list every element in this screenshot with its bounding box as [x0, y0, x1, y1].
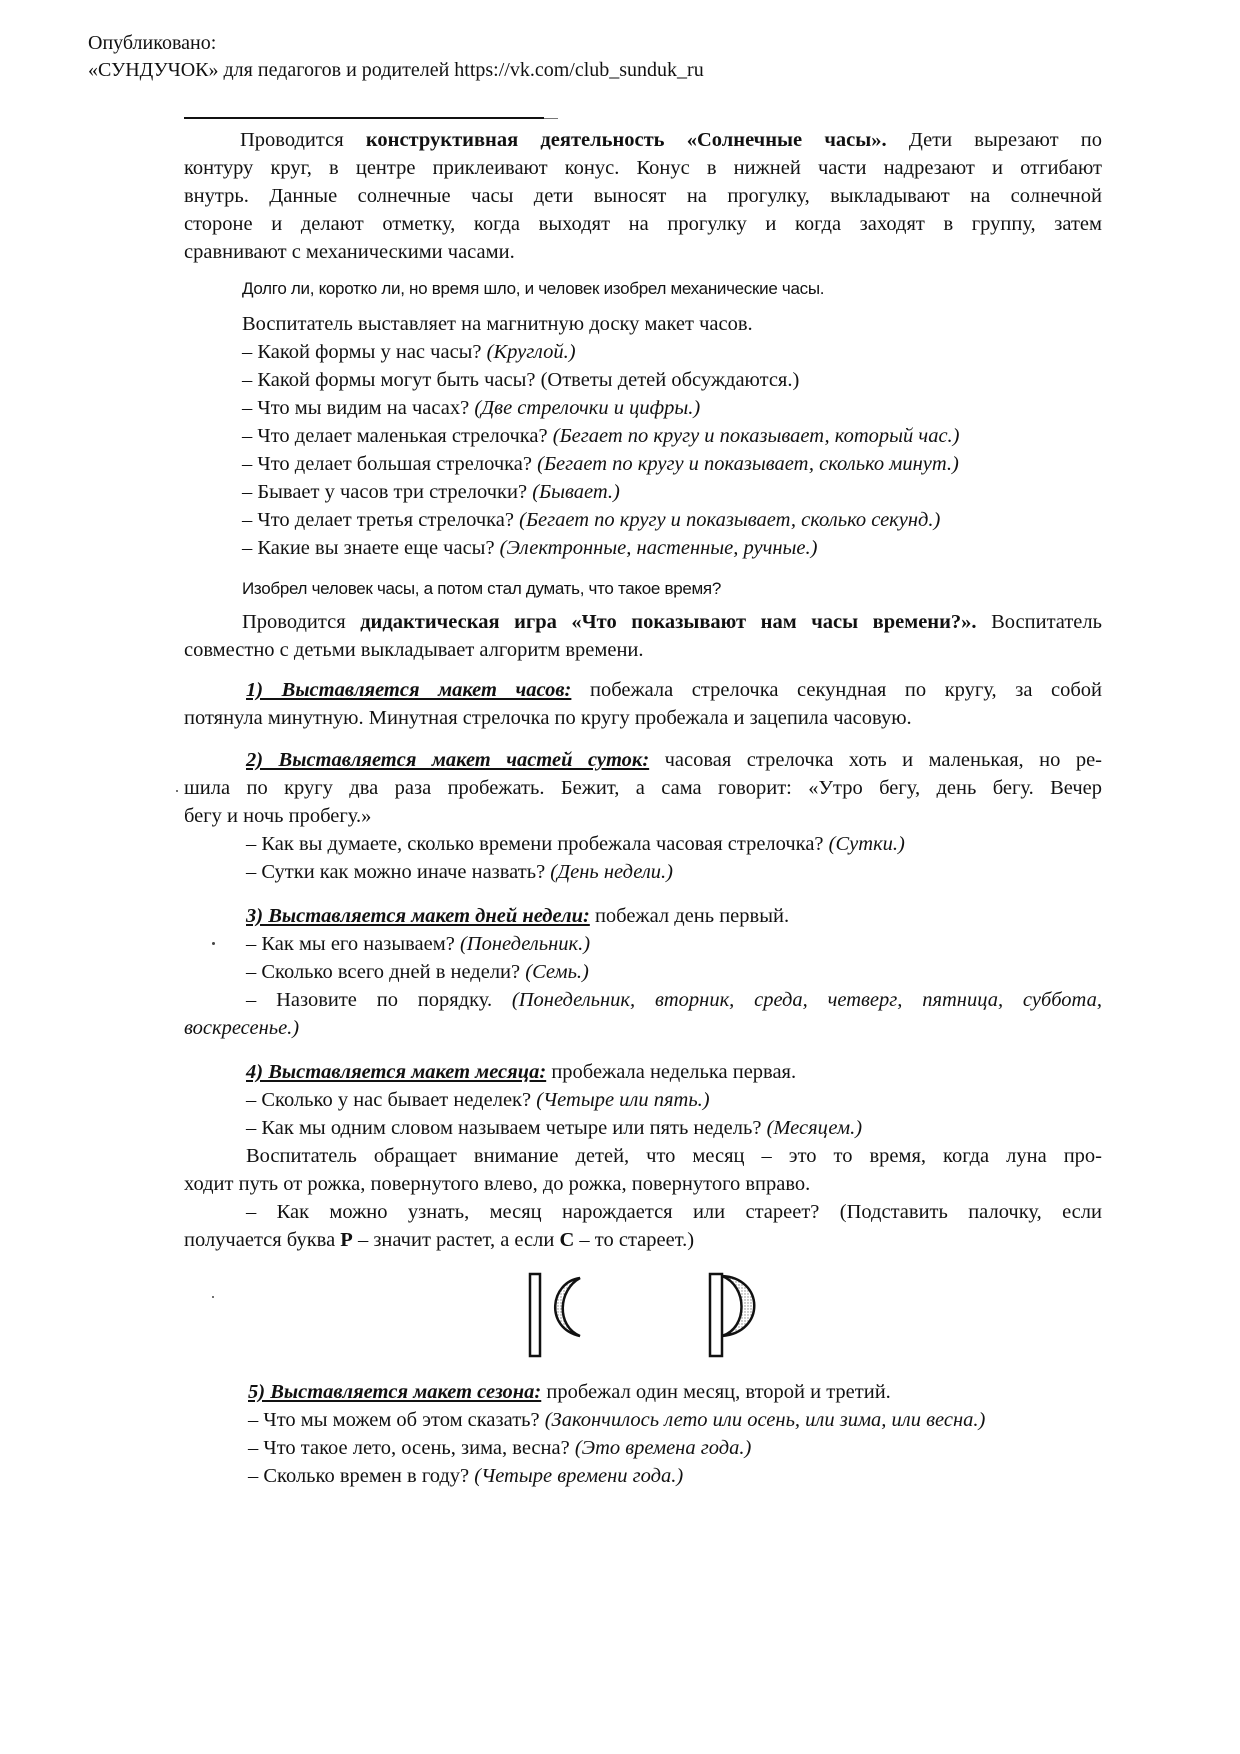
step5-title: 5) Выставляется макет сезона:: [248, 1381, 542, 1403]
para1-line3: внутрь. Данные солнечные часы дети выносят на прогулку, выкладывают на солнечной: [184, 185, 1102, 207]
qa-item: – Как вы думаете, сколько времени пробежала часовая стрелочка? (Сутки.): [246, 833, 905, 855]
narration-2: Изобрел человек часы, а потом стал думать, что такое время?: [242, 579, 721, 598]
qa-item: – Что такое лето, осень, зима, весна? (Это времена года.): [248, 1437, 752, 1459]
step1-line1: 1) Выставляется макет часов: побежала стрелочка секундная по кругу, за собой: [246, 679, 1103, 701]
step4-para-line1: Воспитатель обращает внимание детей, что месяц – это то время, когда луна про-: [246, 1145, 1102, 1167]
published-label: Опубликовано:: [88, 32, 217, 54]
para1-line5: сравнивают с механическими часами.: [184, 241, 515, 263]
moon-aging-C-icon: [524, 1272, 584, 1360]
qa-item: – Как мы его называем? (Понедельник.): [246, 933, 591, 955]
qa-item: – Что делает третья стрелочка? (Бегает по кругу и показывает, сколько секунд.): [242, 509, 941, 531]
qa-item: – Бывает у часов три стрелочки? (Бывает.): [242, 481, 620, 503]
source-line: «СУНДУЧОК» для педагогов и родителей https://vk.com/club_sunduk_ru: [88, 59, 704, 81]
step4-para-line4: получается буква Р – значит растет, а если С – то стареет.): [184, 1229, 695, 1251]
activity-name: конструктивная деятельность «Солнечные часы».: [365, 129, 887, 151]
narration-1: Долго ли, коротко ли, но время шло, и человек изобрел механические часы.: [242, 279, 825, 298]
step2-line2: шила по кругу два раза пробежать. Бежит, а сама говорит: «Утро бегу, день бегу. Вечер: [184, 777, 1102, 799]
qa-item: – Какой формы могут быть часы? (Ответы детей обсуждаются.): [242, 369, 800, 391]
qa-item: – Сколько всего дней в недели? (Семь.): [246, 961, 589, 983]
scan-speck: [212, 1296, 214, 1298]
qa-item: – Что делает большая стрелочка? (Бегает по кругу и показывает, сколько минут.): [242, 453, 959, 475]
separator-rule: [184, 117, 544, 119]
moon-growing-P-icon: [708, 1272, 768, 1360]
para1-line4: стороне и делают отметку, когда выходят на прогулку и когда заходят в группу, затем: [184, 213, 1102, 235]
scan-speck: [176, 790, 178, 792]
step2-title: 2) Выставляется макет частей суток:: [246, 749, 650, 771]
qa-item: – Сколько времен в году? (Четыре времени года.): [248, 1465, 684, 1487]
step3-line1: 3) Выставляется макет дней недели: побежал день первый.: [246, 905, 790, 927]
qa-item: – Что мы видим на часах? (Две стрелочки и цифры.): [242, 397, 701, 419]
qa-item: – Что делает маленькая стрелочка? (Бегает по кругу и показывает, который час.): [242, 425, 960, 447]
step1-line2: потянула минутную. Минутная стрелочка по кругу пробежала и зацепила часовую.: [184, 707, 912, 729]
qa-item: – Сколько у нас бывает неделек? (Четыре или пять.): [246, 1089, 710, 1111]
scan-speck: [212, 942, 215, 945]
qa-item: – Какие вы знаете еще часы? (Электронные, настенные, ручные.): [242, 537, 818, 559]
step4-para-line3: – Как можно узнать, месяц нарождается или стареет? (Подставить палочку, если: [246, 1201, 1102, 1223]
publication-header: [88, 30, 704, 84]
para1-line1: Проводится конструктивная деятельность «Солнечные часы». Дети вырезают по: [240, 129, 1102, 151]
para1-line2: контуру круг, в центре приклеивают конус. Конус в нижней части надрезают и отгибают: [184, 157, 1102, 179]
qa-item: – Что мы можем об этом сказать? (Закончилось лето или осень, или зима, или весна.): [248, 1409, 986, 1431]
step4-para-line2: ходит путь от рожка, повернутого влево, до рожка, повернутого вправо.: [184, 1173, 811, 1195]
step4-line1: 4) Выставляется макет месяца: пробежала неделька первая.: [246, 1061, 797, 1083]
letter-r: Р: [340, 1229, 353, 1251]
step3-title: 3) Выставляется макет дней недели:: [246, 905, 590, 927]
qa-item: – Назовите по порядку. (Понедельник, вторник, среда, четверг, пятница, суббота,: [246, 989, 1102, 1011]
step1-title: 1) Выставляется макет часов:: [246, 679, 572, 701]
step4-title: 4) Выставляется макет месяца:: [246, 1061, 547, 1083]
qa-item: – Какой формы у нас часы? (Круглой.): [242, 341, 576, 363]
step3-continuation: воскресенье.): [184, 1017, 300, 1039]
para3-line1: Проводится дидактическая игра «Что показывают нам часы времени?». Воспитатель: [242, 611, 1102, 633]
game-name: дидактическая игра «Что показывают нам часы времени?».: [360, 611, 977, 633]
qa-item: – Как мы одним словом называем четыре или пять недель? (Месяцем.): [246, 1117, 863, 1139]
qa-item: – Сутки как можно иначе назвать? (День недели.): [246, 861, 673, 883]
para3-line2: совместно с детьми выкладывает алгоритм времени.: [184, 639, 644, 661]
para2: Воспитатель выставляет на магнитную доску макет часов.: [242, 313, 753, 335]
step2-line1: 2) Выставляется макет частей суток: часовая стрелочка хоть и маленькая, но ре-: [246, 749, 1102, 771]
letter-s: С: [559, 1229, 575, 1251]
step5-line1: 5) Выставляется макет сезона: пробежал один месяц, второй и третий.: [248, 1381, 891, 1403]
separator-rule-tail: [544, 118, 558, 119]
step2-line3: бегу и ночь пробегу.»: [184, 805, 372, 827]
